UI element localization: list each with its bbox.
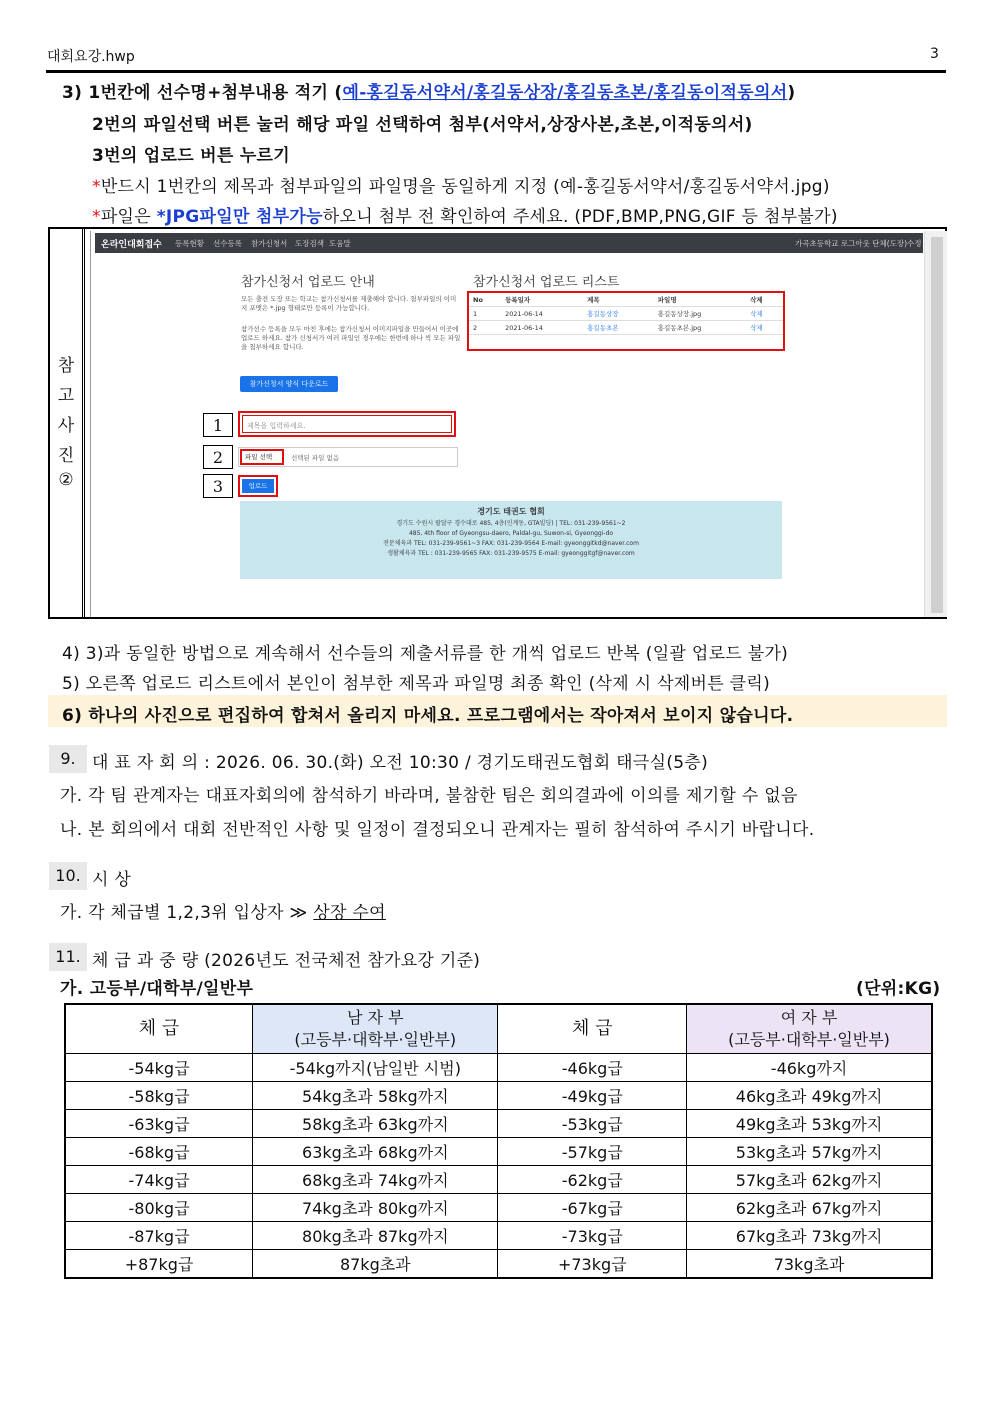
reference-divider bbox=[84, 229, 85, 617]
document-filename: 대회요강.hwp bbox=[47, 49, 135, 65]
note1-text: 반드시 1번칸의 제목과 첨부파일의 파일명을 동일하게 지정 (예-홍길동서약서/홍길동서약서.jpg) bbox=[100, 177, 830, 197]
section9-item-b: 나. 본 회의에서 대회 전반적인 사항 및 일정이 결정되오니 관계자는 필히 참석하여 주시기 바랍니다. bbox=[60, 820, 815, 840]
column-header: No bbox=[469, 293, 501, 307]
title-link[interactable]: 홍길동초본 bbox=[583, 321, 654, 335]
column-header: 등록일자 bbox=[501, 293, 583, 307]
nav-right-links[interactable]: 가곡초등학교 로그아웃 단체(도장)수정 bbox=[795, 239, 922, 248]
table-row bbox=[469, 307, 783, 321]
table-cell: -57kg급 bbox=[498, 1138, 687, 1166]
section10-item-a bbox=[60, 898, 386, 923]
table-cell: 2021-06-14 bbox=[501, 307, 583, 321]
footer-title: 경기도 태권도 협회 bbox=[477, 507, 545, 516]
file-name-label: 선택된 파일 없음 bbox=[291, 454, 340, 462]
ref-label-char: 고 bbox=[57, 386, 75, 406]
title-input-highlight bbox=[238, 411, 456, 437]
table-cell: -62kg급 bbox=[498, 1166, 687, 1194]
delete-link[interactable]: 삭제 bbox=[746, 307, 783, 321]
table-cell: 80kg초과 87kg까지 bbox=[253, 1222, 498, 1250]
download-form-button[interactable]: 참가신청서 양식 다운로드 bbox=[240, 376, 338, 392]
nav-item[interactable]: 도움말 bbox=[329, 239, 351, 248]
table-cell: -87kg급 bbox=[65, 1222, 253, 1250]
step3-note2 bbox=[92, 202, 838, 227]
table-row bbox=[65, 1082, 932, 1110]
step3-note1 bbox=[92, 172, 830, 197]
table-cell: 68kg초과 74kg까지 bbox=[253, 1166, 498, 1194]
guide-paragraph: 참가선수 등록을 모두 마친 후에는 참가신청서 이미지파일을 만들어서 이곳에 업로드 하세요. 참가 신청서가 여러 파일인 경우에는 한번에 하나 씩 모든 파일을 첨부하세요 합니다. bbox=[241, 325, 461, 351]
ref-label-char: 진 bbox=[57, 446, 75, 466]
file-input bbox=[238, 447, 458, 467]
scrollbar-thumb[interactable] bbox=[931, 237, 943, 613]
weight-class-table bbox=[64, 1003, 933, 1279]
table-cell: -80kg급 bbox=[65, 1194, 253, 1222]
step4: 4) 3)과 동일한 방법으로 계속해서 선수들의 제출서류를 한 개씩 업로드 반복 (일괄 업로드 불가) bbox=[62, 644, 789, 664]
table-cell: -46kg까지 bbox=[687, 1054, 932, 1082]
table-row bbox=[65, 1250, 932, 1279]
site-navbar bbox=[95, 233, 923, 253]
nav-item[interactable]: 도장검색 bbox=[295, 239, 324, 248]
table-cell: 63kg초과 68kg까지 bbox=[253, 1138, 498, 1166]
table-cell: 2021-06-14 bbox=[501, 321, 583, 335]
table-cell: +87kg급 bbox=[65, 1250, 253, 1279]
table-row bbox=[65, 1054, 932, 1082]
step3-line2: 2번의 파일선택 버튼 눌러 해당 파일 선택하여 첨부(서약서,상장사본,초본,이적동의서) bbox=[92, 115, 753, 135]
table-row bbox=[65, 1110, 932, 1138]
header-class-female: 체 급 bbox=[498, 1004, 687, 1054]
nav-item[interactable]: 선수등록 bbox=[213, 239, 242, 248]
website-screenshot bbox=[90, 231, 947, 617]
nav-item[interactable]: 등록현황 bbox=[175, 239, 204, 248]
table-cell: 49kg초과 53kg까지 bbox=[687, 1110, 932, 1138]
table-cell: -58kg급 bbox=[65, 1082, 253, 1110]
header-female bbox=[687, 1004, 932, 1054]
table-cell: 67kg초과 73kg까지 bbox=[687, 1222, 932, 1250]
step3-line3: 3번의 업로드 버튼 누르기 bbox=[92, 146, 291, 166]
page-number: 3 bbox=[930, 46, 939, 62]
note2-text-c: 하오니 첨부 전 확인하여 주세요. (PDF,BMP,PNG,GIF 등 첨부불가) bbox=[322, 207, 838, 227]
step3-line1 bbox=[62, 78, 796, 103]
step-number-2: 2 bbox=[203, 445, 233, 469]
note1-star: * bbox=[92, 177, 101, 197]
header-male-sub: (고등부·대학부·일반부) bbox=[294, 1030, 457, 1049]
section10-item-text: 가. 각 체급별 1,2,3위 입상자 ≫ bbox=[60, 903, 314, 923]
reference-label-column bbox=[50, 229, 83, 617]
step6: 6) 하나의 사진으로 편집하여 합쳐서 올리지 마세요. 프로그램에서는 작아져서 보이지 않습니다. bbox=[62, 706, 794, 726]
step5: 5) 오른쪽 업로드 리스트에서 본인이 첨부한 제목과 파일명 최종 확인 (삭제 시 삭제버튼 클릭) bbox=[62, 674, 771, 694]
ref-label-char: 사 bbox=[57, 416, 75, 436]
delete-link[interactable]: 삭제 bbox=[746, 321, 783, 335]
table-cell: 57kg초과 62kg까지 bbox=[687, 1166, 932, 1194]
table-cell: 58kg초과 63kg까지 bbox=[253, 1110, 498, 1138]
column-header: 삭제 bbox=[746, 293, 783, 307]
upload-button-highlight bbox=[238, 475, 278, 497]
table-row bbox=[65, 1194, 932, 1222]
note2-text-a: 파일은 bbox=[100, 207, 157, 227]
step-number-3: 3 bbox=[203, 474, 233, 498]
file-select-button[interactable]: 파일 선택 bbox=[240, 449, 284, 465]
header-class-male: 체 급 bbox=[65, 1004, 253, 1054]
header-rule bbox=[46, 70, 946, 73]
header-female-sub: (고등부·대학부·일반부) bbox=[728, 1030, 890, 1049]
table-cell: -68kg급 bbox=[65, 1138, 253, 1166]
site-footer bbox=[240, 501, 782, 579]
upload-button[interactable]: 업로드 bbox=[242, 479, 274, 493]
table-cell: 73kg초과 bbox=[687, 1250, 932, 1279]
table-cell: -63kg급 bbox=[65, 1110, 253, 1138]
table-cell: 54kg초과 58kg까지 bbox=[253, 1082, 498, 1110]
table-cell: 53kg초과 57kg까지 bbox=[687, 1138, 932, 1166]
table-row bbox=[65, 1222, 932, 1250]
nav-brand[interactable]: 온라인대회접수 bbox=[101, 240, 162, 250]
section11-number: 11. bbox=[49, 943, 87, 971]
table-cell: -74kg급 bbox=[65, 1166, 253, 1194]
column-header: 파일명 bbox=[654, 293, 746, 307]
guide-title: 참가신청서 업로드 안내 bbox=[241, 275, 375, 290]
table-cell: -67kg급 bbox=[498, 1194, 687, 1222]
table-cell: -53kg급 bbox=[498, 1110, 687, 1138]
table-cell: -73kg급 bbox=[498, 1222, 687, 1250]
column-header: 제목 bbox=[583, 293, 654, 307]
table-cell: +73kg급 bbox=[498, 1250, 687, 1279]
section11-title: 체 급 과 중 량 (2026년도 전국체전 참가요강 기준) bbox=[92, 951, 481, 971]
table-cell: -54kg까지(남일반 시범) bbox=[253, 1054, 498, 1082]
table-cell: 46kg초과 49kg까지 bbox=[687, 1082, 932, 1110]
header-female-title: 여 자 부 bbox=[780, 1008, 838, 1027]
table-header-row bbox=[469, 293, 783, 307]
ref-label-char: 참 bbox=[57, 356, 75, 376]
step3-line1-close: ) bbox=[787, 83, 796, 103]
reference-photo-box bbox=[48, 227, 947, 619]
section9-title: 대 표 자 회 의 : 2026. 06. 30.(화) 오전 10:30 / 경기도태권도협회 태극실(5층) bbox=[92, 753, 709, 773]
table-cell: 74kg초과 80kg까지 bbox=[253, 1194, 498, 1222]
table-cell: 홍길동상장.jpg bbox=[654, 307, 746, 321]
upload-list-title: 참가신청서 업로드 리스트 bbox=[473, 275, 620, 290]
section11-subtitle: 가. 고등부/대학부/일반부 bbox=[60, 979, 254, 999]
step-number-1: 1 bbox=[203, 413, 233, 437]
section9-number: 9. bbox=[49, 745, 87, 773]
table-row bbox=[65, 1138, 932, 1166]
table-row bbox=[65, 1166, 932, 1194]
footer-line: 경기도 수원시 팔달구 경수대로 485, 4층(인계동, GTA빌딩) | TEL: 031-239-9561~2 bbox=[396, 520, 626, 527]
note2-star: * bbox=[92, 207, 101, 227]
step3-example-link: 예-홍길동서약서/홍길동상장/홍길동초본/홍길동이적동의서 bbox=[342, 83, 788, 103]
guide-paragraph: 모든 출전 도장 또는 학교는 참가신청서를 제출해야 합니다. 첨부파일의 이미지 포맷은 *.jpg 형태로만 등록이 가능합니다. bbox=[241, 295, 457, 312]
table-row bbox=[469, 321, 783, 335]
table-cell: -54kg급 bbox=[65, 1054, 253, 1082]
table-cell: -49kg급 bbox=[498, 1082, 687, 1110]
header-male-title: 남 자 부 bbox=[347, 1008, 404, 1027]
upload-list-table bbox=[467, 291, 785, 351]
section10-title: 시 상 bbox=[92, 870, 132, 890]
unit-label: (단위:KG) bbox=[856, 979, 941, 999]
table-cell: 87kg초과 bbox=[253, 1250, 498, 1279]
footer-line: 485, 4th floor of Gyeongsu-daero, Paldal-gu, Suwon-si, Gyeonggi-do bbox=[408, 530, 614, 537]
table-cell: 2 bbox=[469, 321, 501, 335]
award-underlined: 상장 수여 bbox=[313, 903, 386, 923]
table-header-row bbox=[65, 1004, 932, 1054]
footer-line: 생활체육과 TEL : 031-239-9565 FAX: 031-239-9575 E-mail: gyeonggitgf@naver.com bbox=[387, 550, 635, 557]
table-cell: 홍길동초본.jpg bbox=[654, 321, 746, 335]
header-male bbox=[253, 1004, 498, 1054]
table-cell: 62kg초과 67kg까지 bbox=[687, 1194, 932, 1222]
table-cell: -46kg급 bbox=[498, 1054, 687, 1082]
section9-item-a: 가. 각 팀 관계자는 대표자회의에 참석하기 바라며, 불참한 팀은 회의결과에 이의를 제기할 수 없음 bbox=[60, 786, 798, 806]
footer-line: 전문체육과 TEL: 031-239-9561~3 FAX: 031-239-9564 E-mail: gyeonggitkd@naver.com bbox=[383, 540, 639, 547]
step3-line1-text: 3) 1번칸에 선수명+첨부내용 적기 ( bbox=[62, 83, 343, 103]
section10-number: 10. bbox=[49, 862, 87, 890]
ref-label-char: ② bbox=[58, 470, 74, 490]
scrollbar[interactable] bbox=[924, 231, 947, 617]
title-link[interactable]: 홍길동상장 bbox=[583, 307, 654, 321]
nav-item[interactable]: 참가신청서 bbox=[251, 239, 288, 248]
note2-jpg-only: *JPG파일만 첨부가능 bbox=[156, 207, 323, 227]
title-input[interactable]: 제목을 입력하세요. bbox=[242, 415, 452, 433]
table-cell: 1 bbox=[469, 307, 501, 321]
